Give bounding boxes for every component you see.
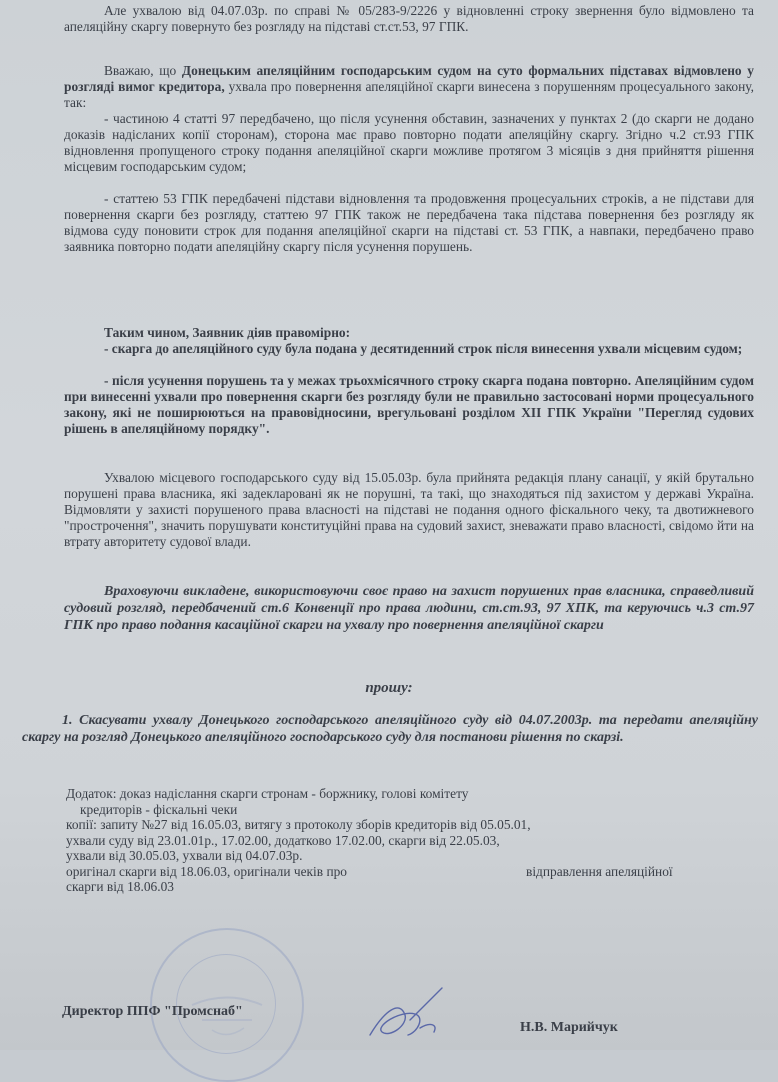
attachment-line-text: оригінал скарги від 18.06.03, оригінали чеків про [66, 863, 348, 879]
paragraph-legal-basis: Враховуючи викладене, використовуючи своє право на захист порушених прав власника, справедливий судовий розгляд, передбачений ст.6 Конвенції про права людини, ст.ст.93, 97 ХПК, та керуючись ч.3 ст.97 ГПК про право подання касаційної скарги на ухвалу про повернення апеляційної скарги [64, 584, 754, 633]
attachment-line: копії: запиту №27 від 16.05.03, витягу з протоколу зборів кредиторів від 05.05.01, [66, 817, 531, 832]
paragraph-sanation-plan: Ухвалою місцевого господарського суду від 15.05.03р. була прийнята редакція плану санації, у якій брутально порушені права власника, які задекларовані як не порушні, та такі, що знаходяться під захистом у державі Україна. Відмовляти у захисті порушеного права власності на підставі не подання одного фіскального чеку, та двотижневого "прострочення", значить порушувати конституційні права на судовий захист, зневажати право власності, свідомо йти на втрату авторитету судової влади. [64, 470, 754, 549]
handwritten-signature [360, 980, 470, 1050]
paragraph-conclusion-point-1: - скарга до апеляційного суду була подана у десятиденний строк після винесення ухвали місцевим судом; [104, 341, 743, 356]
paragraph-article-53: - статтею 53 ГПК передбачені підстави відновлення та продовження процесуальних строків, а не підстави для повернення скарги без розгляду, статтею 97 ГПК також не передбачена така підстава повернення без розгляду як відмова суду поновити строк для подання апеляційної скарги на підставі ст. 53 ГПК, а навпаки, передбачено право заявника повторно подати апеляційну скаргу після усунення порушень. [64, 191, 754, 254]
signer-name: Н.В. Марийчук [520, 1020, 618, 1035]
request-item-1: 1. Скасувати ухвалу Донецького господарського апеляційного суду від 04.07.2003р. та передати апеляційну скаргу на розгляд Донецького апеляційного господарського суду для постанови рішення по скарзі. [22, 713, 758, 745]
attachment-line-tail: відправлення апеляційної [526, 863, 673, 879]
paragraph-opinion [64, 63, 754, 111]
paragraph-conclusion-point-2: - після усунення порушень та у межах трьохмісячного строку скарга подана повторно. Апеляційним судом при винесенні ухвали про повернення скарги без розгляду були не правильно застосовані норми процесуального закону, які не поширюються на правовідносини, врегульовані розділом XII ГПК України "Перегляд судових рішень в апеляційному порядку". [64, 373, 754, 436]
attachment-line: Додаток: доказ надіслання скарги стронам - боржнику, голові комітету [66, 786, 469, 801]
attachment-line: скарги від 18.06.03 [66, 879, 174, 894]
paragraph-article-97: - частиною 4 статті 97 передбачено, що після усунення обставин, зазначених у пунктах 2 (до скарги не додано доказів надісланих копії сторонам), сторона має право повторно подати апеляційну скаргу. Згідно ч.2 ст.93 ГПК відновлення пропущеного строку подання апеляційної скарги можливе протягом 3 місяців з дня прийняття рішення місцевим господарським судом; [64, 111, 754, 174]
request-heading: прошу: [365, 680, 413, 696]
opinion-tail: ухвала про повернення апеляційної скарги винесена з порушенням процесуального закону, так: [64, 79, 754, 110]
opinion-bold-claim: Донецьким апеляційним господарським судом на суто формальних підставах відмовлено у розгляді вимог кредитора, [64, 63, 754, 94]
opinion-lead: Вважаю, що [104, 63, 182, 78]
attachments-list [66, 786, 752, 895]
attachment-line: ухвали суду від 23.01.01р., 17.02.00, додатково 17.02.00, скарги від 22.05.03, [66, 832, 500, 848]
attachment-line [66, 864, 752, 880]
paragraph-ruling-refusal: Але ухвалою від 04.07.03р. по справі № 05/283-9/2226 у відновленні строку звернення було відмовлено та апеляційну скаргу повернуто без розгляду на підставі ст.ст.53, 97 ГПК. [64, 3, 754, 34]
paragraph-conclusion-heading: Таким чином, Заявник діяв правомірно: [104, 325, 351, 340]
signer-title: Директор ППФ "Промснаб" [62, 1004, 243, 1019]
attachment-line: кредиторів - фіскальні чеки [80, 801, 238, 817]
attachment-line: ухвали від 30.05.03, ухвали від 04.07.03р. [66, 848, 303, 863]
